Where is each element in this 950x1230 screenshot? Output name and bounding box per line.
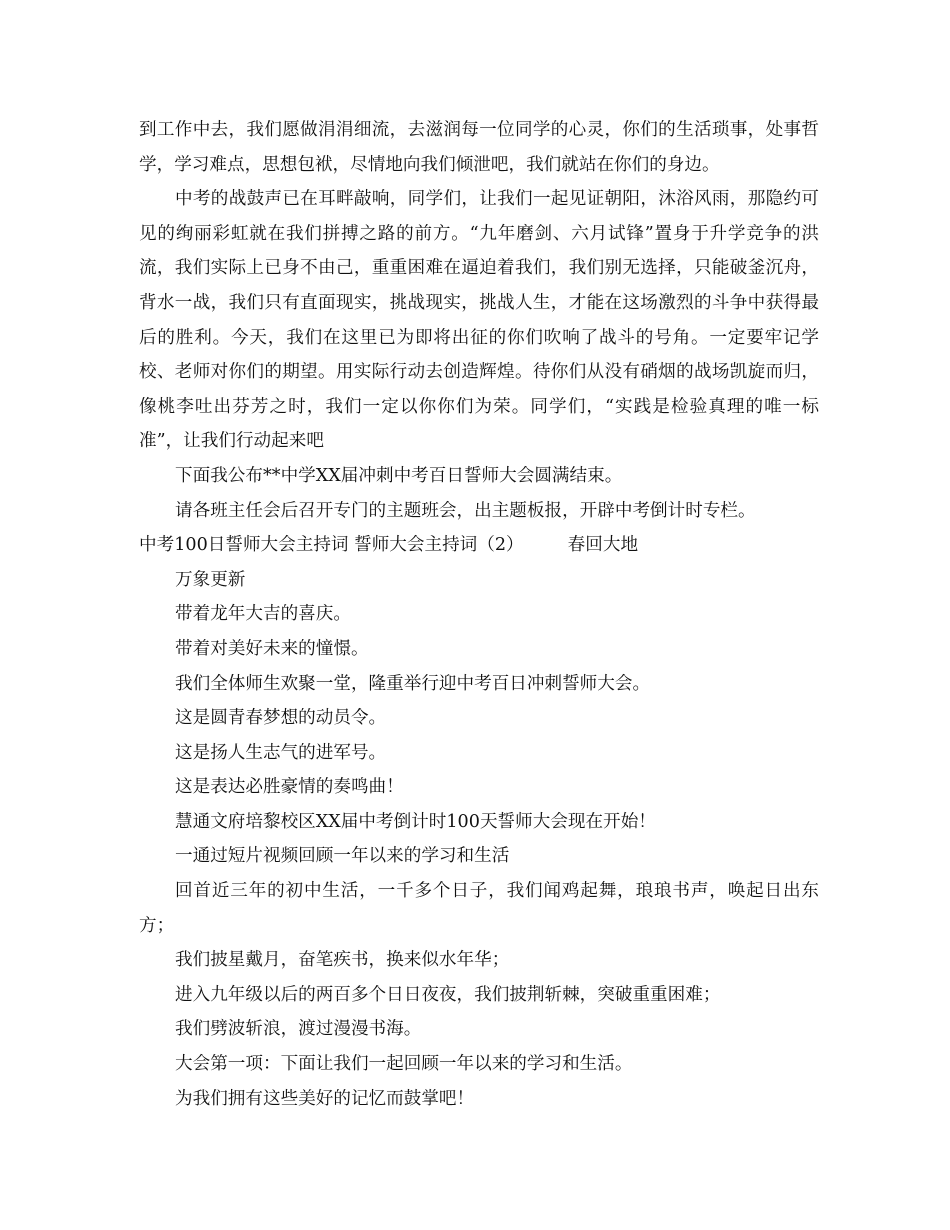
- document-body: [139, 113, 819, 1116]
- paragraph-16: 我们披星戴月，奋笔疾书，换来似水年华；: [175, 950, 510, 971]
- heading-phrase: 春回大地: [567, 535, 639, 556]
- paragraph-13: 慧通文府培黎校区XX届中考倒计时100天誓师大会现在开始！: [175, 811, 656, 832]
- paragraph-11: 这是扬人生志气的进军号。: [175, 742, 387, 763]
- paragraph-1: 到工作中去，我们愿做涓涓细流，去滋润每一位同学的心灵，你们的生活琐事，处事哲学，学习难点，思想包袱，尽情地向我们倾泄吧，我们就站在你们的身边。: [139, 120, 819, 175]
- paragraph-15: 回首近三年的初中生活，一千多个日子，我们闻鸡起舞，琅琅书声，唤起日出东方；: [139, 881, 819, 936]
- section-heading: 中考100日誓师大会主持词 誓师大会主持词（2）: [139, 535, 524, 556]
- paragraph-10: 这是圆青春梦想的动员令。: [175, 708, 387, 729]
- paragraph-19: 大会第一项：下面让我们一起回顾一年以来的学习和生活。: [175, 1054, 633, 1075]
- paragraph-8: 带着对美好未来的憧憬。: [175, 638, 369, 659]
- paragraph-12: 这是表达必胜豪情的奏鸣曲！: [175, 777, 404, 798]
- paragraph-17: 进入九年级以后的两百多个日日夜夜，我们披荆斩棘，突破重重困难；: [175, 984, 721, 1005]
- paragraph-7: 带着龙年大吉的喜庆。: [175, 604, 351, 625]
- paragraph-2: 中考的战鼓声已在耳畔敲响，同学们，让我们一起见证朝阳，沐浴风雨，那隐约可见的绚丽彩虹就在我们拼搏之路的前方。“九年磨剑、六月试锋”置身于升学竞争的洪流，我们实际上已身不由己，重重困难在逼迫着我们，我们别无选择，只能破釜沉舟，背水一战，我们只有直面现实，挑战现实，挑战人生，才能在这场激烈的斗争中获得最后的胜利。今天，我们在这里已为即将出征的你们吹响了战斗的号角。一定要牢记学校、老师对你们的期望。用实际行动去创造辉煌。待你们从没有硝烟的战场凯旋而归，像桃李吐出芬芳之时，我们一定以你你们为荣。同学们，“实践是检验真理的唯一标准”，让我们行动起来吧: [139, 189, 819, 452]
- paragraph-9: 我们全体师生欢聚一堂，隆重举行迎中考百日冲刺誓师大会。: [175, 673, 651, 694]
- paragraph-3: 下面我公布**中学XX届冲刺中考百日誓师大会圆满结束。: [175, 465, 623, 486]
- section-heading-line: [139, 528, 819, 563]
- paragraph-6: 万象更新: [175, 569, 246, 590]
- paragraph-4: 请各班主任会后召开专门的主题班会，出主题板报，开辟中考倒计时专栏。: [175, 500, 756, 521]
- paragraph-20: 为我们拥有这些美好的记忆而鼓掌吧！: [175, 1088, 475, 1109]
- paragraph-14: 一通过短片视频回顾一年以来的学习和生活: [175, 846, 510, 867]
- paragraph-18: 我们劈波斩浪，渡过漫漫书海。: [175, 1019, 422, 1040]
